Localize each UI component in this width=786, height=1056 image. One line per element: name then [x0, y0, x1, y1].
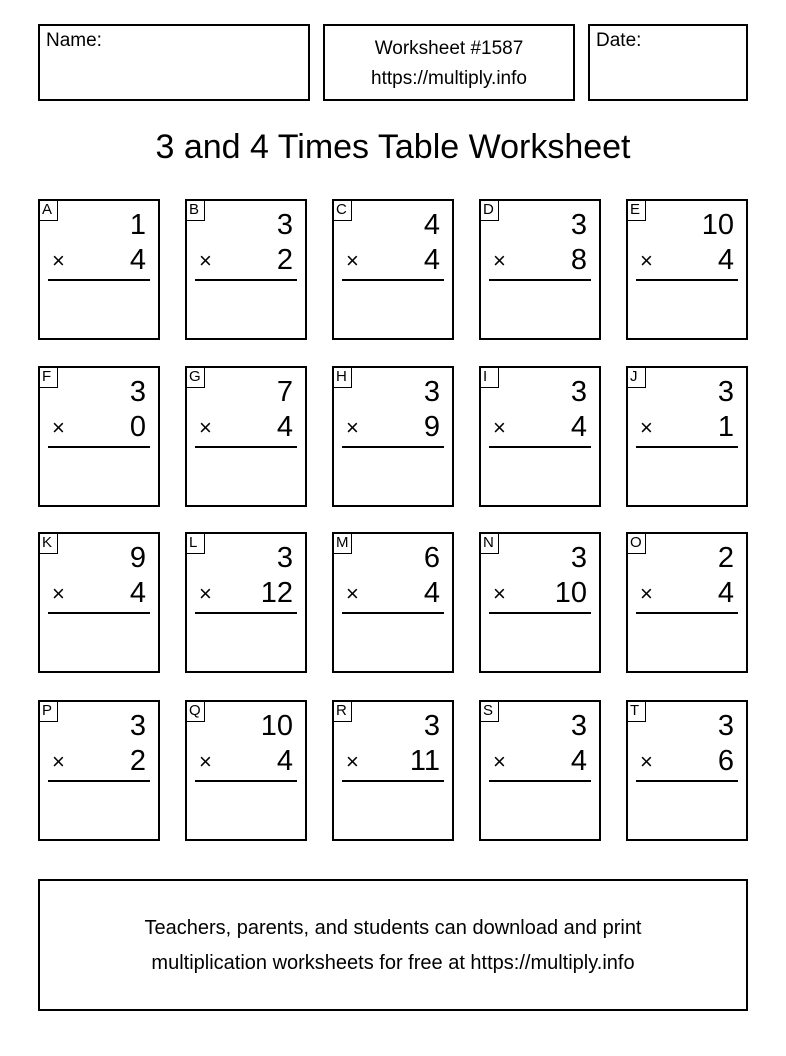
problem-letter: Q	[185, 700, 205, 722]
worksheet-info-box	[323, 24, 575, 101]
worksheet-url: https://multiply.info	[371, 68, 527, 89]
problem-letter: F	[38, 366, 58, 388]
problem-card	[332, 199, 454, 340]
problem-letter: K	[38, 532, 58, 554]
problem-card	[479, 199, 601, 340]
answer-rule	[489, 780, 591, 782]
date-label: Date:	[596, 30, 642, 51]
problem-multiplicand: 6	[423, 542, 440, 574]
problem-multiplier: 10	[554, 577, 587, 609]
problem-multiplicand: 10	[260, 710, 293, 742]
multiply-sign: ×	[199, 581, 212, 606]
answer-rule	[636, 279, 738, 281]
problem-multiplier: 4	[276, 745, 293, 777]
answer-rule	[48, 780, 150, 782]
problem-multiplicand: 3	[423, 376, 440, 408]
multiply-sign: ×	[52, 248, 65, 273]
answer-rule	[342, 612, 444, 614]
multiply-sign: ×	[199, 415, 212, 440]
problem-multiplicand: 3	[717, 710, 734, 742]
problem-multiplier: 4	[717, 244, 734, 276]
answer-rule	[195, 446, 297, 448]
problem-multiplicand: 3	[717, 376, 734, 408]
answer-rule	[489, 446, 591, 448]
problem-card	[479, 532, 601, 673]
date-field-box	[588, 24, 748, 101]
problem-letter: M	[332, 532, 352, 554]
problem-multiplier: 4	[276, 411, 293, 443]
problem-multiplicand: 3	[276, 209, 293, 241]
problem-multiplier: 4	[570, 411, 587, 443]
multiply-sign: ×	[640, 749, 653, 774]
answer-rule	[48, 446, 150, 448]
problem-letter: L	[185, 532, 205, 554]
problem-multiplicand: 3	[276, 542, 293, 574]
problem-letter: O	[626, 532, 646, 554]
worksheet-title: 3 and 4 Times Table Worksheet	[155, 128, 631, 166]
problem-multiplicand: 3	[423, 710, 440, 742]
problem-letter: N	[479, 532, 499, 554]
problem-multiplier: 1	[717, 411, 734, 443]
problem-multiplier: 4	[423, 577, 440, 609]
problem-letter: C	[332, 199, 352, 221]
multiply-sign: ×	[493, 749, 506, 774]
problem-multiplier: 8	[570, 244, 587, 276]
problem-multiplier: 4	[129, 244, 146, 276]
problem-card	[626, 532, 748, 673]
multiply-sign: ×	[52, 749, 65, 774]
answer-rule	[195, 780, 297, 782]
multiply-sign: ×	[493, 415, 506, 440]
problem-card	[185, 199, 307, 340]
problem-letter: E	[626, 199, 646, 221]
problem-letter: B	[185, 199, 205, 221]
footer-line-1: Teachers, parents, and students can download and print	[144, 917, 642, 939]
answer-rule	[342, 279, 444, 281]
answer-rule	[195, 612, 297, 614]
problem-multiplier: 4	[423, 244, 440, 276]
problem-multiplicand: 3	[129, 710, 146, 742]
problem-card	[38, 366, 160, 507]
problem-multiplier: 0	[129, 411, 146, 443]
problem-card	[626, 700, 748, 841]
problem-card	[38, 700, 160, 841]
problem-card	[38, 199, 160, 340]
multiply-sign: ×	[493, 581, 506, 606]
problem-card	[332, 700, 454, 841]
problem-multiplier: 2	[276, 244, 293, 276]
problem-card	[479, 366, 601, 507]
answer-rule	[636, 446, 738, 448]
problem-multiplicand: 3	[570, 542, 587, 574]
problem-card	[332, 366, 454, 507]
problem-multiplier: 6	[717, 745, 734, 777]
multiply-sign: ×	[52, 581, 65, 606]
multiply-sign: ×	[640, 248, 653, 273]
problem-letter: T	[626, 700, 646, 722]
name-field-box	[38, 24, 310, 101]
multiply-sign: ×	[346, 581, 359, 606]
problem-multiplier: 4	[129, 577, 146, 609]
footer-line-2: multiplication worksheets for free at https://multiply.info	[151, 952, 635, 974]
problem-multiplicand: 3	[570, 376, 587, 408]
problem-card	[626, 366, 748, 507]
problem-letter: A	[38, 199, 58, 221]
problem-multiplier: 4	[570, 745, 587, 777]
problem-multiplicand: 3	[570, 710, 587, 742]
answer-rule	[489, 612, 591, 614]
problem-letter: J	[626, 366, 646, 388]
answer-rule	[195, 279, 297, 281]
problem-letter: I	[479, 366, 499, 388]
answer-rule	[489, 279, 591, 281]
problem-multiplicand: 1	[129, 209, 146, 241]
problem-multiplicand: 7	[276, 376, 293, 408]
problem-multiplicand: 3	[129, 376, 146, 408]
name-label: Name:	[46, 30, 102, 51]
answer-rule	[342, 780, 444, 782]
problem-letter: D	[479, 199, 499, 221]
problem-multiplier: 2	[129, 745, 146, 777]
problem-card	[185, 532, 307, 673]
answer-rule	[48, 612, 150, 614]
problem-card	[626, 199, 748, 340]
multiply-sign: ×	[346, 415, 359, 440]
answer-rule	[636, 780, 738, 782]
footer-box	[38, 879, 748, 1011]
problem-multiplicand: 9	[129, 542, 146, 574]
problem-card	[38, 532, 160, 673]
answer-rule	[48, 279, 150, 281]
problem-multiplier: 11	[409, 745, 440, 777]
problem-letter: P	[38, 700, 58, 722]
problem-card	[185, 700, 307, 841]
multiply-sign: ×	[199, 749, 212, 774]
multiply-sign: ×	[199, 248, 212, 273]
problem-card	[479, 700, 601, 841]
multiply-sign: ×	[346, 749, 359, 774]
answer-rule	[636, 612, 738, 614]
multiply-sign: ×	[493, 248, 506, 273]
answer-rule	[342, 446, 444, 448]
problem-card	[185, 366, 307, 507]
problem-multiplicand: 3	[570, 209, 587, 241]
problem-multiplier: 9	[423, 411, 440, 443]
problem-multiplicand: 2	[717, 542, 734, 574]
problem-letter: S	[479, 700, 499, 722]
problem-multiplier: 4	[717, 577, 734, 609]
multiply-sign: ×	[640, 581, 653, 606]
problem-card	[332, 532, 454, 673]
worksheet-number: Worksheet #1587	[374, 38, 524, 59]
multiply-sign: ×	[346, 248, 359, 273]
multiply-sign: ×	[52, 415, 65, 440]
problem-letter: G	[185, 366, 205, 388]
problem-letter: H	[332, 366, 352, 388]
multiply-sign: ×	[640, 415, 653, 440]
problem-multiplier: 12	[260, 577, 293, 609]
problem-multiplicand: 10	[701, 209, 734, 241]
problem-multiplicand: 4	[423, 209, 440, 241]
problem-letter: R	[332, 700, 352, 722]
